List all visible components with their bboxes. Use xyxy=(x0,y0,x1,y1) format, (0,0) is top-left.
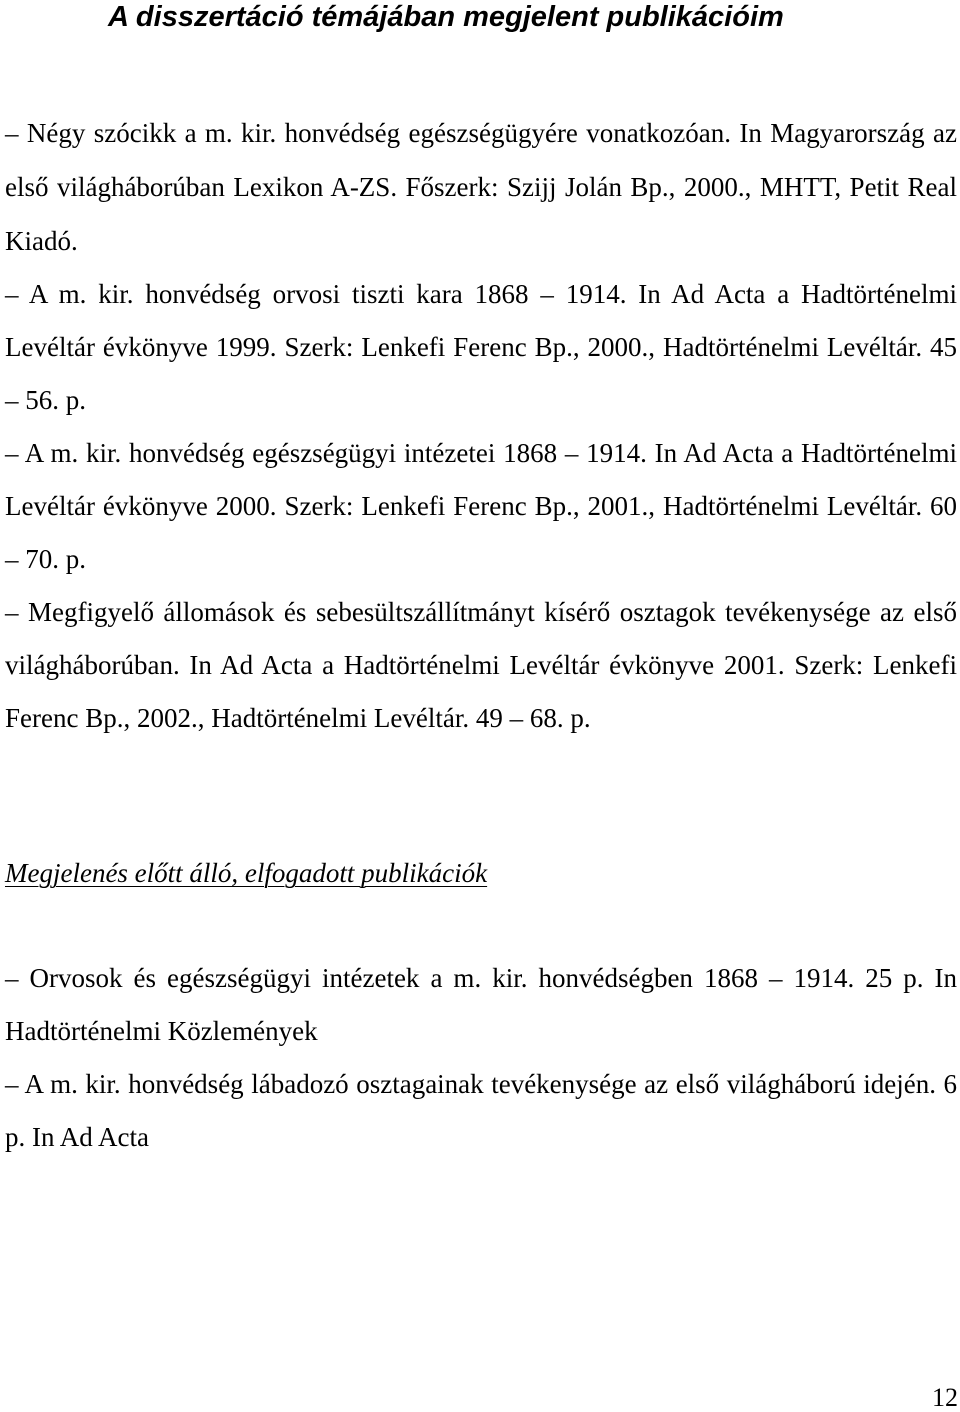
publication-entry: – Négy szócikk a m. kir. honvédség egészségügyére vonatkozóan. In Magyarország az első világháborúban Lexikon A-ZS. Főszerk: Szijj Jolán Bp., 2000., MHTT, Petit Real Kiadó. xyxy=(5,118,957,256)
accepted-section-header xyxy=(5,856,957,890)
document-page xyxy=(5,0,957,1152)
page-title: A disszertáció témájában megjelent publikációim xyxy=(108,1,784,33)
published-list xyxy=(5,106,957,745)
publication-entry: – A m. kir. honvédség egészségügyi intézetei 1868 – 1914. In Ad Acta a Hadtörténelmi Levéltár évkönyve 2000. Szerk: Lenkefi Ferenc Bp., 2001., Hadtörténelmi Levéltár. 60 – 70. p. xyxy=(5,438,957,574)
publication-entry: – A m. kir. honvédség orvosi tiszti kara 1868 – 1914. In Ad Acta a Hadtörténelmi Levéltár évkönyve 1999. Szerk: Lenkefi Ferenc Bp., 2000., Hadtörténelmi Levéltár. 45 – 56. p. xyxy=(5,279,957,415)
accepted-entry: – Orvosok és egészségügyi intézetek a m. kir. honvédségben 1868 – 1914. 25 p. In Hadtörténelmi Közlemények xyxy=(5,963,957,1046)
accepted-heading: Megjelenés előtt álló, elfogadott publikációk xyxy=(5,858,488,888)
accepted-list xyxy=(5,952,957,1164)
publication-entry: – Megfigyelő állomások és sebesültszállítmányt kísérő osztagok tevékenysége az első világháborúban. In Ad Acta a Hadtörténelmi Levéltár évkönyve 2001. Szerk: Lenkefi Ferenc Bp., 2002., Hadtörténelmi Levéltár. 49 – 68. p. xyxy=(5,597,957,733)
accepted-entry: – A m. kir. honvédség lábadozó osztagainak tevékenysége az első világháború idején. 6 p. In Ad Acta xyxy=(5,1069,957,1152)
page-number: 12 xyxy=(932,1383,958,1412)
